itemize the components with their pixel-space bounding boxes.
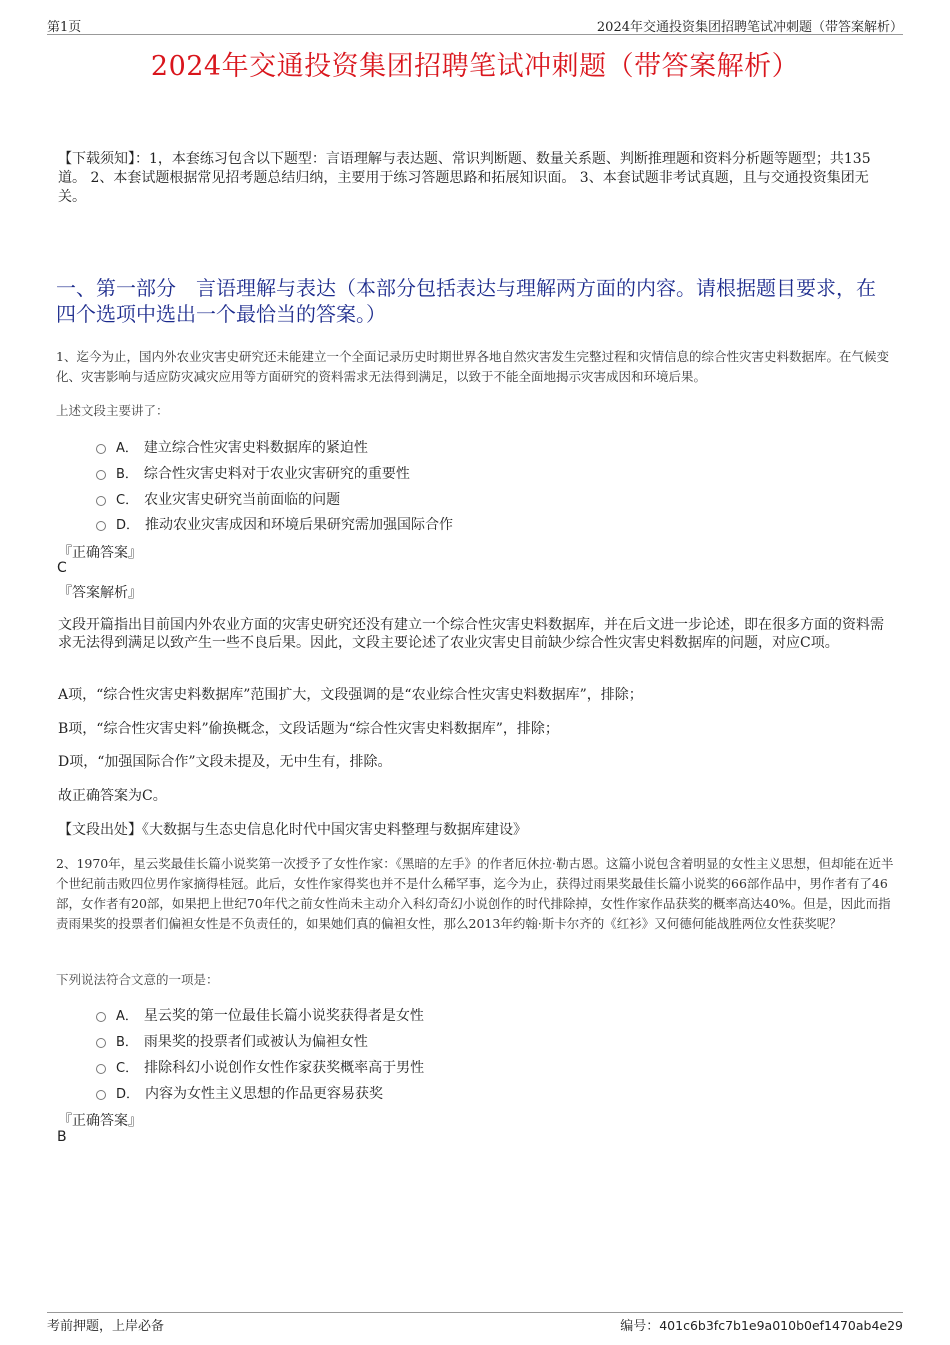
correct-answer: C bbox=[57, 560, 67, 576]
radio-icon[interactable] bbox=[96, 1064, 106, 1074]
code-value: 401c6b3fc7b1e9a010b0ef1470ab4e29 bbox=[659, 1318, 903, 1333]
radio-icon[interactable] bbox=[96, 470, 106, 480]
page-number: 第1页 bbox=[47, 20, 82, 35]
option-label: B． bbox=[116, 1035, 138, 1050]
question-2-stem: 2、1970年，星云奖最佳长篇小说奖第一次授予了女性作家：《黑暗的左手》的作者厄休拉·勒古恩。这篇小说包含着明显的女性主义思想，但却能在近半个世纪前击败四位男作家摘得桂冠。此后，女性作家得奖也并不是什么稀罕事，迄今为止，获得过雨果奖最佳长篇小说奖的66部作品中，男作者有了46部，女作者有20部，如果把上世纪70年代之前女性尚未主动介入科幻奇幻小说创作的时代排除掉，女性作家作品获奖的概率高达40%。但是，因此而指责雨果奖的投票者们偏袒女性是不负责任的，如果她们真的偏袒女性，那么2013年约翰·斯卡尔齐的《红衫》又何德何能战胜两位女性获奖呢？ bbox=[56, 856, 894, 931]
option-label: B． bbox=[116, 467, 138, 482]
option-text: 建立综合性灾害史料数据库的紧迫性 bbox=[143, 440, 368, 456]
header-doc-title: 2024年交通投资集团招聘笔试冲刺题（带答案解析） bbox=[596, 20, 903, 35]
radio-icon[interactable] bbox=[96, 521, 106, 531]
download-notice: 【下载须知】：1，本套练习包含以下题型：言语理解与表达题、常识判断题、数量关系题、判断推理题和资料分析题等题型；共135道。 2、本套试题根据常见招考题总结归纳，主要用于练习答题思路和拓展知识面。 3、本套试题非考试真题，且与交通投资集团无关。 bbox=[58, 151, 871, 205]
option-text: 综合性灾害史料对于农业灾害研究的重要性 bbox=[143, 466, 410, 482]
page-footer bbox=[47, 1312, 903, 1334]
option-label: A． bbox=[116, 441, 138, 456]
option-text: 排除科幻小说创作女性作家获奖概率高于男性 bbox=[144, 1060, 425, 1076]
q2-option-a[interactable] bbox=[96, 1005, 424, 1025]
question-1-stem: 1、迄今为止，国内外农业灾害史研究还未能建立一个全面记录历史时期世界各地自然灾害发生完整过程和灾情信息的综合性灾害史料数据库。在气候变化、灾害影响与适应防灾减灾应用等方面研究的资料需求无法得到满足，以致于不能全面地揭示灾害成因和环境后果。 bbox=[56, 349, 889, 384]
document-code bbox=[620, 1315, 903, 1334]
q1-option-b[interactable] bbox=[96, 463, 410, 483]
option-label: D． bbox=[116, 518, 140, 533]
option-text: 星云奖的第一位最佳长篇小说奖获得者是女性 bbox=[143, 1008, 424, 1024]
option-label: C． bbox=[116, 1061, 139, 1076]
radio-icon[interactable] bbox=[96, 1038, 106, 1048]
section-heading: 一、第一部分 言语理解与表达（本部分包括表达与理解两方面的内容。请根据题目要求，在四个选项中选出一个最恰当的答案。） bbox=[56, 276, 876, 326]
analysis-option-a: A项，“综合性灾害史料数据库”范围扩大，文段强调的是“农业综合性灾害史料数据库”，排除； bbox=[58, 687, 643, 703]
option-text: 农业灾害史研究当前面临的问题 bbox=[144, 492, 341, 508]
q1-option-d[interactable] bbox=[96, 514, 453, 534]
footer-slogan: 考前押题，上岸必备 bbox=[47, 1319, 165, 1334]
q1-option-c[interactable] bbox=[96, 489, 340, 509]
q2-option-b[interactable] bbox=[96, 1031, 368, 1051]
answer-heading: 『正确答案』 bbox=[58, 545, 142, 561]
code-label: 编号： bbox=[620, 1319, 660, 1334]
analysis-option-d: D项，“加强国际合作”文段未提及，无中生有，排除。 bbox=[58, 754, 392, 770]
answer-heading: 『正确答案』 bbox=[58, 1113, 142, 1129]
analysis-heading: 『答案解析』 bbox=[58, 585, 142, 601]
question-2-prompt: 下列说法符合文意的一项是： bbox=[56, 972, 219, 987]
option-label: A． bbox=[116, 1009, 138, 1024]
page-header bbox=[47, 14, 903, 35]
option-label: D． bbox=[116, 1087, 140, 1102]
radio-icon[interactable] bbox=[96, 496, 106, 506]
q1-option-a[interactable] bbox=[96, 437, 368, 457]
q2-option-d[interactable] bbox=[96, 1083, 383, 1103]
option-text: 雨果奖的投票者们或被认为偏袒女性 bbox=[143, 1034, 368, 1050]
correct-answer: B bbox=[57, 1129, 67, 1145]
document-title: 2024年交通投资集团招聘笔试冲刺题（带答案解析） bbox=[150, 51, 800, 82]
radio-icon[interactable] bbox=[96, 1090, 106, 1100]
analysis-conclusion: 故正确答案为C。 bbox=[58, 788, 167, 804]
source-citation: 【文段出处】《大数据与生态史信息化时代中国灾害史料整理与数据库建设》 bbox=[58, 822, 527, 838]
q2-option-c[interactable] bbox=[96, 1057, 424, 1077]
analysis-option-b: B项，“综合性灾害史料”偷换概念，文段话题为“综合性灾害史料数据库”，排除； bbox=[58, 721, 559, 737]
option-text: 内容为女性主义思想的作品更容易获奖 bbox=[145, 1086, 384, 1102]
analysis-paragraph: 文段开篇指出目前国内外农业方面的灾害史研究还没有建立一个综合性灾害史料数据库，并在后文进一步论述，即在很多方面的资料需求无法得到满足以致产生一些不良后果。因此，文段主要论述了农业灾害史目前缺少综合性灾害史料数据库的问题，对应C项。 bbox=[58, 617, 884, 651]
option-text: 推动农业灾害成因和环境后果研究需加强国际合作 bbox=[145, 517, 454, 533]
radio-icon[interactable] bbox=[96, 444, 106, 454]
question-1-prompt: 上述文段主要讲了： bbox=[56, 403, 169, 418]
radio-icon[interactable] bbox=[96, 1012, 106, 1022]
option-label: C． bbox=[116, 493, 139, 508]
